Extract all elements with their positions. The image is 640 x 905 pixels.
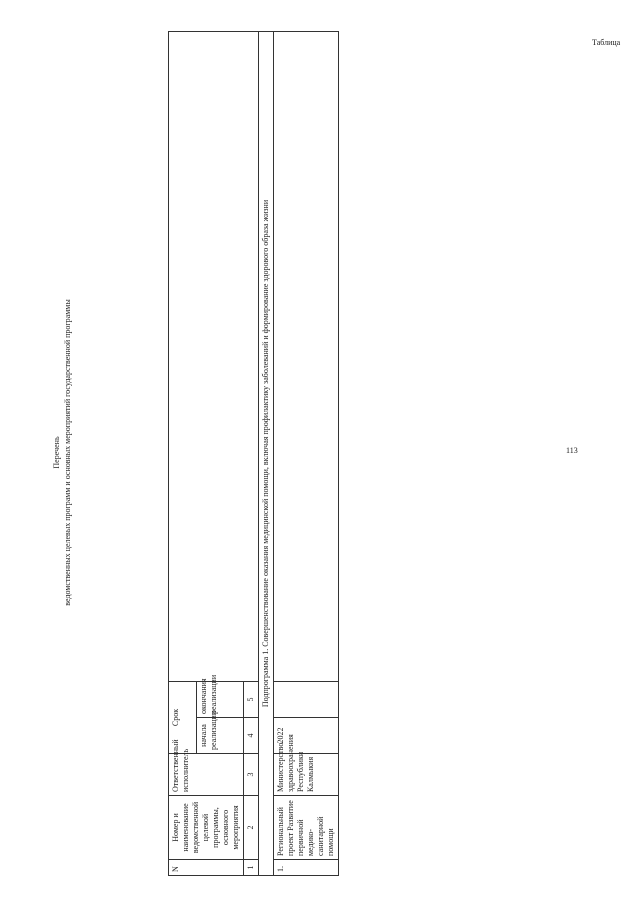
col-number-2: 2 [244,796,259,860]
other-columns-cell [169,32,259,682]
col-number-5: 5 [244,681,259,717]
row1-start: 2022 [274,718,339,754]
col-name-header: Номер и наименование ведомственной целевой программы, основного мероприятия [169,796,244,860]
col-exec-header: Ответственный исполнитель [169,754,244,796]
row1-end [274,681,339,717]
row1-name: Региональный проект Развитие первичной медико-санитарной помощи [274,796,339,860]
programs-table [168,31,339,876]
row1-exec: Министерство здравоохранения Республики Калмыкия [274,754,339,796]
col-start-header: начала реализации [197,718,244,754]
col-term-header: Срок [169,681,197,753]
table-subtitle: ведомственных целевых программ и основных мероприятий государственной программы [63,299,72,606]
table-title: Перечень [52,436,61,469]
table-corner-label: Таблица [592,38,621,47]
col-end-header: окончания реализации [197,681,244,717]
col-number-4: 4 [244,718,259,754]
row1-rest [274,32,339,682]
subprogram-banner: Подпрограмма 1. Совершенствование оказания медицинской помощи, включая профилактику заболеваний и формирование здорового образа жизни [259,32,274,876]
row1-n: 1. [274,860,339,876]
page-number: 113 [566,446,578,455]
col-n-header: N [169,860,244,876]
col-number-3: 3 [244,754,259,796]
col-number-1: 1 [244,860,259,876]
